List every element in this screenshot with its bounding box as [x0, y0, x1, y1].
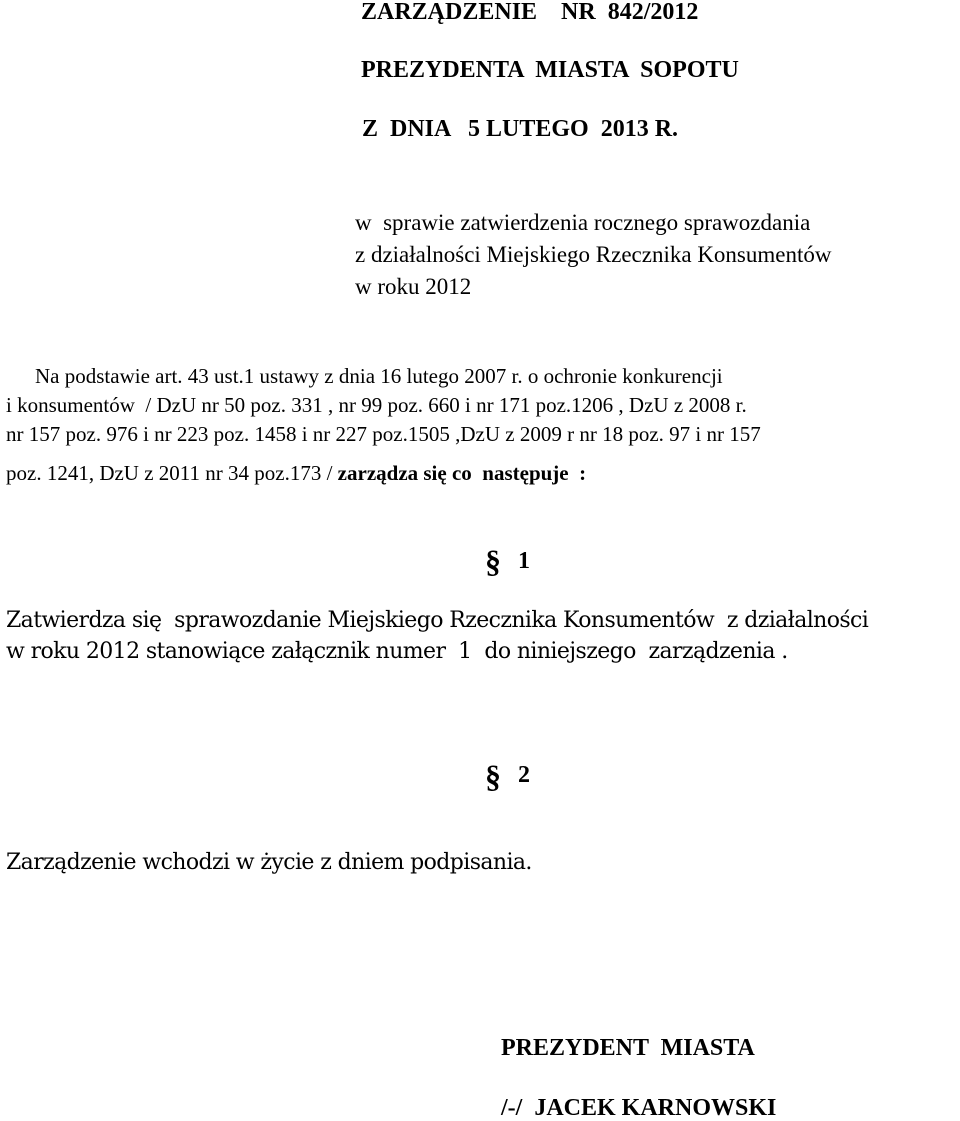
legal-basis-line-1: Na podstawie art. 43 ust.1 ustawy z dnia 16 lutego 2007 r. o ochronie konkurencji — [35, 364, 723, 388]
section-number-1: 1 — [518, 548, 530, 574]
subject-line-2: z działalności Miejskiego Rzecznika Konsumentów — [355, 242, 832, 267]
legal-basis-line-4-text: poz. 1241, DzU z 2011 nr 34 poz.173 / — [6, 461, 338, 485]
section-2-line-1: Zarządzenie wchodzi w życie z dniem podpisania. — [6, 850, 532, 875]
signatory-title: PREZYDENT MIASTA — [501, 1035, 755, 1061]
section-number-2: 2 — [518, 762, 530, 788]
legal-basis-line-2: i konsumentów / DzU nr 50 poz. 331 , nr 99 poz. 660 i nr 171 poz.1206 , DzU z 2008 r. — [6, 393, 747, 417]
enacting-formula: zarządza się co następuje : — [337, 461, 587, 485]
legal-basis-line-3: nr 157 poz. 976 i nr 223 poz. 1458 i nr 227 poz.1505 ,DzU z 2009 r nr 18 poz. 97 i nr 157 — [6, 422, 761, 446]
signatory-name: /-/ JACEK KARNOWSKI — [501, 1095, 777, 1121]
legal-basis-line-4 — [6, 463, 586, 484]
document-date: Z DNIA 5 LUTEGO 2013 R. — [362, 116, 679, 142]
subject-line-3: w roku 2012 — [355, 274, 472, 299]
issuer-title: PREZYDENTA MIASTA SOPOTU — [361, 57, 739, 83]
document-title: ZARZĄDZENIE NR 842/2012 — [361, 0, 699, 25]
section-1-line-1: Zatwierdza się sprawozdanie Miejskiego Rzecznika Konsumentów z działalności — [6, 608, 869, 633]
section-sign-1: § — [485, 543, 501, 579]
section-1-line-2: w roku 2012 stanowiące załącznik numer 1 do niniejszego zarządzenia . — [6, 639, 788, 664]
subject-line-1: w sprawie zatwierdzenia rocznego sprawozdania — [355, 210, 811, 235]
section-sign-2: § — [485, 758, 501, 794]
